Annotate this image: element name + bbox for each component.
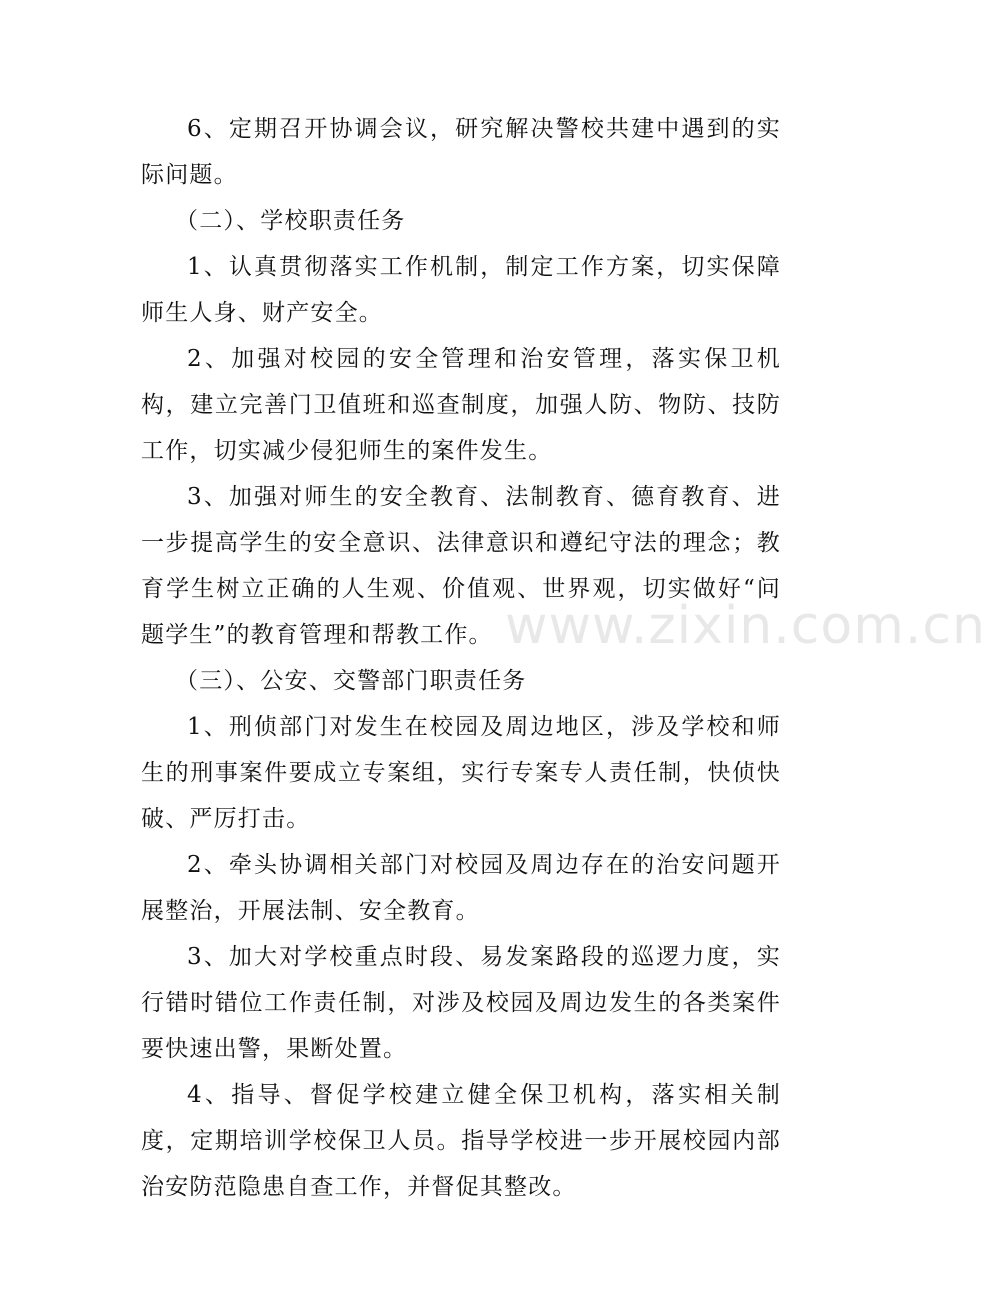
- paragraph-school-3: 3、加强对师生的安全教育、法制教育、德育教育、进一步提高学生的安全意识、法律意识和遵纪守法的理念；教育学生树立正确的人生观、价值观、世界观，切实做好“问题学生”的教育管理和帮教工作。: [141, 484, 781, 648]
- section-heading-police-duties: （三）、公安、交警部门职责任务: [175, 668, 527, 694]
- paragraph-police-3: 3、加大对学校重点时段、易发案路段的巡逻力度，实行错时错位工作责任制，对涉及校园及周边发生的各类案件要快速出警，果断处置。: [141, 944, 781, 1062]
- paragraph-police-4: 4、指导、督促学校建立健全保卫机构，落实相关制度，定期培训学校保卫人员。指导学校进一步开展校园内部治安防范隐患自查工作，并督促其整改。: [141, 1082, 781, 1200]
- paragraph-police-2: 2、牵头协调相关部门对校园及周边存在的治安问题开展整治，开展法制、安全教育。: [141, 852, 781, 924]
- paragraph-item-6-coordination: 6、定期召开协调会议，研究解决警校共建中遇到的实际问题。: [141, 116, 781, 188]
- paragraph-school-2: 2、加强对校园的安全管理和治安管理，落实保卫机构，建立完善门卫值班和巡查制度，加强人防、物防、技防工作，切实减少侵犯师生的案件发生。: [141, 346, 781, 464]
- document-body: [141, 106, 781, 1210]
- watermark-text: www.zixin.com.cn: [505, 596, 986, 656]
- paragraph-police-1: 1、刑侦部门对发生在校园及周边地区，涉及学校和师生的刑事案件要成立专案组，实行专案专人责任制，快侦快破、严厉打击。: [141, 714, 781, 832]
- section-heading-school-duties: （二）、学校职责任务: [175, 208, 406, 234]
- paragraph-school-1: 1、认真贯彻落实工作机制，制定工作方案，切实保障师生人身、财产安全。: [141, 254, 781, 326]
